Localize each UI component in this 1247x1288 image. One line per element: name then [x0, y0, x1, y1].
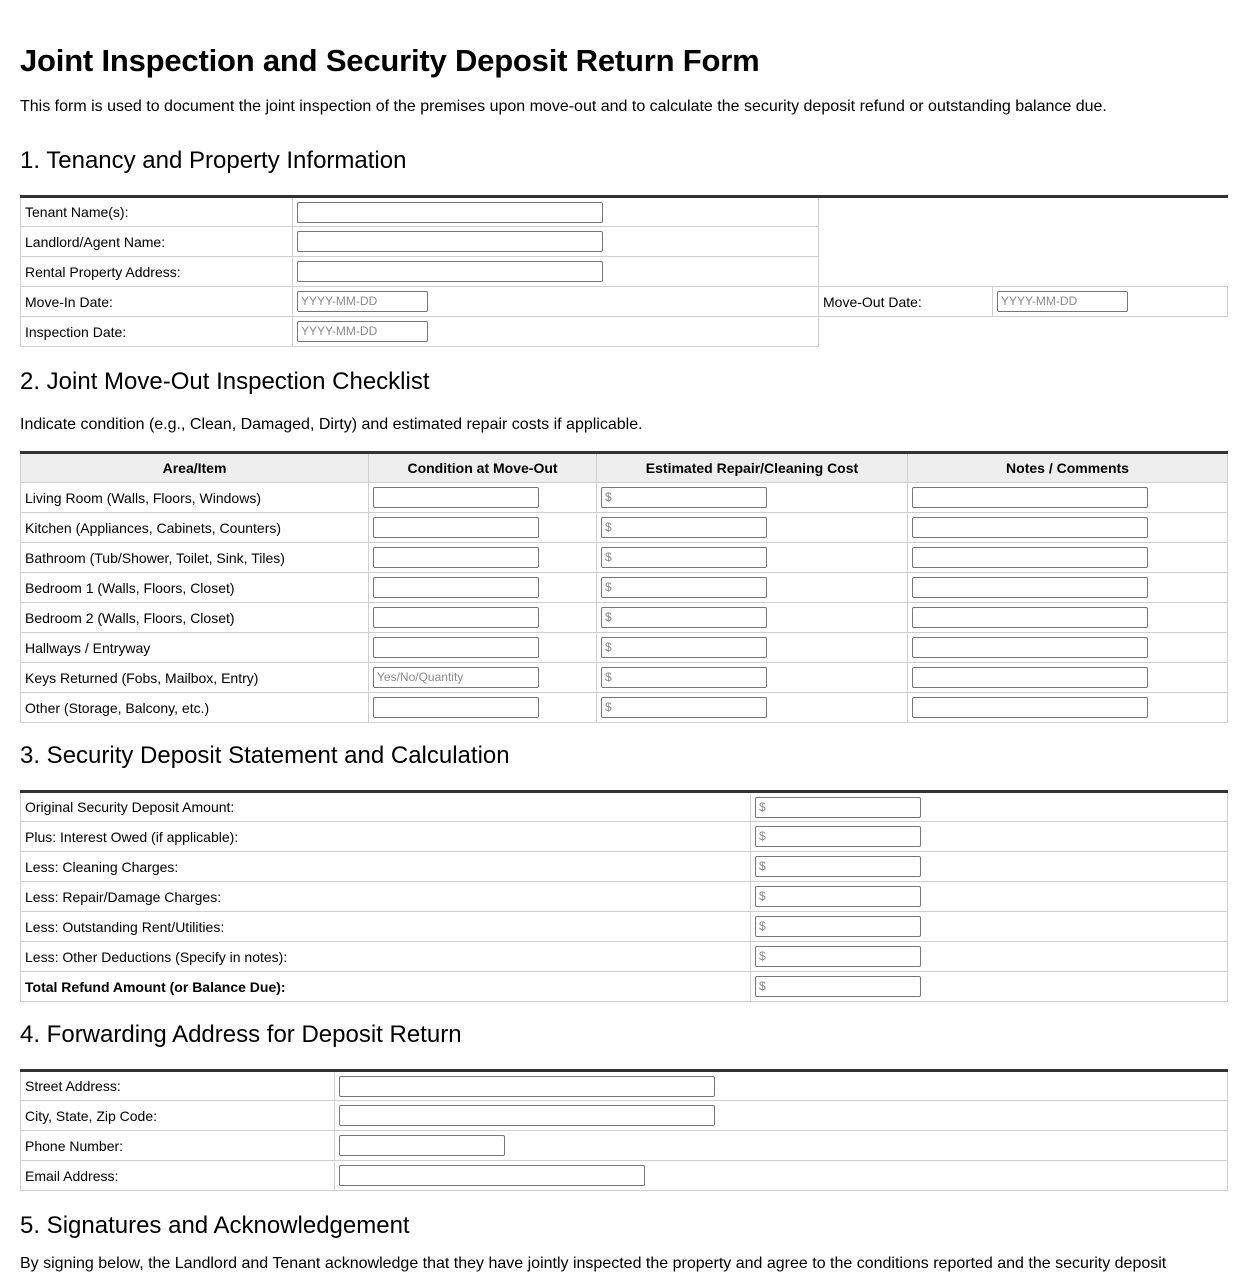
table-row — [21, 882, 1228, 912]
cost-input[interactable]: $ — [601, 577, 767, 598]
table-row — [21, 483, 1228, 513]
property-address-label: Rental Property Address: — [21, 257, 293, 287]
deposit-calculation-table — [20, 790, 1228, 1002]
tenant-name-cell — [293, 197, 819, 227]
condition-input[interactable] — [373, 607, 539, 628]
notes-input[interactable] — [912, 517, 1148, 538]
area-item: Hallways / Entryway — [21, 633, 369, 663]
table-row — [21, 1131, 1228, 1161]
notes-input[interactable] — [912, 577, 1148, 598]
table-row — [21, 852, 1228, 882]
section2-heading: 2. Joint Move-Out Inspection Checklist — [20, 368, 430, 395]
phone-number-input[interactable] — [339, 1135, 505, 1156]
column-header: Estimated Repair/Cleaning Cost — [597, 453, 908, 483]
move-in-date-input[interactable]: YYYY-MM-DD — [297, 291, 428, 312]
table-row — [21, 822, 1228, 852]
table-row — [21, 257, 1228, 287]
tenant-name-label: Tenant Name(s): — [21, 197, 293, 227]
table-row — [21, 663, 1228, 693]
notes-input[interactable] — [912, 487, 1148, 508]
condition-input[interactable] — [373, 577, 539, 598]
cost-input[interactable]: $ — [601, 667, 767, 688]
area-item: Kitchen (Appliances, Cabinets, Counters) — [21, 513, 369, 543]
table-row — [21, 603, 1228, 633]
tenancy-info-table — [20, 195, 1228, 347]
email-address-input[interactable] — [339, 1165, 645, 1186]
table-row — [21, 227, 1228, 257]
table-row — [21, 912, 1228, 942]
move-in-date-label: Move-In Date: — [21, 287, 293, 317]
notes-input[interactable] — [912, 697, 1148, 718]
deduction-label: Less: Other Deductions (Specify in notes): — [21, 942, 751, 972]
cost-input[interactable]: $ — [601, 607, 767, 628]
cost-input[interactable]: $ — [601, 517, 767, 538]
area-item: Living Room (Walls, Floors, Windows) — [21, 483, 369, 513]
amount-input[interactable]: $ — [755, 916, 921, 937]
deduction-label: Plus: Interest Owed (if applicable): — [21, 822, 751, 852]
landlord-name-input[interactable] — [297, 231, 603, 252]
table-row — [21, 942, 1228, 972]
notes-input[interactable] — [912, 637, 1148, 658]
table-row — [21, 1101, 1228, 1131]
street-address-input[interactable] — [339, 1076, 715, 1097]
area-item: Bedroom 1 (Walls, Floors, Closet) — [21, 573, 369, 603]
cost-input[interactable]: $ — [601, 547, 767, 568]
street-address-label: Street Address: — [21, 1071, 335, 1101]
email-address-label: Email Address: — [21, 1161, 335, 1191]
tenant-name-input[interactable] — [297, 202, 603, 223]
section5-heading: 5. Signatures and Acknowledgement — [20, 1212, 410, 1239]
column-header: Area/Item — [21, 453, 369, 483]
table-row — [21, 1161, 1228, 1191]
inspection-date-input[interactable]: YYYY-MM-DD — [297, 321, 428, 342]
section4-heading: 4. Forwarding Address for Deposit Return — [20, 1021, 462, 1048]
total-refund-input[interactable]: $ — [755, 976, 921, 997]
inspection-checklist-table — [20, 451, 1228, 723]
table-row — [21, 287, 1228, 317]
amount-input[interactable]: $ — [755, 886, 921, 907]
amount-input[interactable]: $ — [755, 946, 921, 967]
table-row — [21, 513, 1228, 543]
column-header: Notes / Comments — [908, 453, 1228, 483]
table-row — [21, 1071, 1228, 1101]
deduction-label: Less: Outstanding Rent/Utilities: — [21, 912, 751, 942]
condition-input[interactable] — [373, 547, 539, 568]
notes-input[interactable] — [912, 607, 1148, 628]
amount-input[interactable]: $ — [755, 856, 921, 877]
notes-input[interactable] — [912, 547, 1148, 568]
condition-input[interactable] — [373, 487, 539, 508]
checklist-instructions: Indicate condition (e.g., Clean, Damaged, Dirty) and estimated repair costs if applicable. — [20, 416, 643, 433]
forwarding-address-table — [20, 1069, 1228, 1191]
condition-input[interactable] — [373, 517, 539, 538]
section3-heading: 3. Security Deposit Statement and Calculation — [20, 742, 510, 769]
table-header-row — [21, 453, 1228, 483]
city-state-zip-label: City, State, Zip Code: — [21, 1101, 335, 1131]
area-item: Keys Returned (Fobs, Mailbox, Entry) — [21, 663, 369, 693]
table-row — [21, 197, 1228, 227]
area-item: Other (Storage, Balcony, etc.) — [21, 693, 369, 723]
page-title: Joint Inspection and Security Deposit Return Form — [20, 43, 760, 78]
table-row — [21, 543, 1228, 573]
city-state-zip-input[interactable] — [339, 1105, 715, 1126]
move-out-date-input[interactable]: YYYY-MM-DD — [997, 291, 1128, 312]
notes-input[interactable] — [912, 667, 1148, 688]
table-row — [21, 633, 1228, 663]
total-refund-label: Total Refund Amount (or Balance Due): — [21, 972, 751, 1002]
cost-input[interactable]: $ — [601, 637, 767, 658]
column-header: Condition at Move-Out — [369, 453, 597, 483]
inspection-date-label: Inspection Date: — [21, 317, 293, 347]
cost-input[interactable]: $ — [601, 697, 767, 718]
acknowledgement-text: By signing below, the Landlord and Tenant acknowledge that they have jointly inspected the property and agree to the conditions reported and the security deposit — [20, 1255, 1167, 1272]
table-row — [21, 972, 1228, 1002]
intro-text: This form is used to document the joint inspection of the premises upon move-out and to calculate the security deposit refund or outstanding balance due. — [20, 98, 1107, 115]
area-item: Bathroom (Tub/Shower, Toilet, Sink, Tiles) — [21, 543, 369, 573]
condition-input[interactable] — [373, 637, 539, 658]
table-row — [21, 573, 1228, 603]
table-row — [21, 693, 1228, 723]
property-address-input[interactable] — [297, 261, 603, 282]
deduction-label: Less: Repair/Damage Charges: — [21, 882, 751, 912]
landlord-name-label: Landlord/Agent Name: — [21, 227, 293, 257]
section1-heading: 1. Tenancy and Property Information — [20, 147, 407, 174]
amount-input[interactable]: $ — [755, 826, 921, 847]
table-row — [21, 317, 1228, 347]
area-item: Bedroom 2 (Walls, Floors, Closet) — [21, 603, 369, 633]
deduction-label: Original Security Deposit Amount: — [21, 792, 751, 822]
amount-input[interactable]: $ — [755, 797, 921, 818]
phone-number-label: Phone Number: — [21, 1131, 335, 1161]
condition-input[interactable] — [373, 697, 539, 718]
condition-input[interactable]: Yes/No/Quantity — [373, 667, 539, 688]
table-row — [21, 792, 1228, 822]
deduction-label: Less: Cleaning Charges: — [21, 852, 751, 882]
move-out-date-label: Move-Out Date: — [819, 287, 993, 317]
cost-input[interactable]: $ — [601, 487, 767, 508]
